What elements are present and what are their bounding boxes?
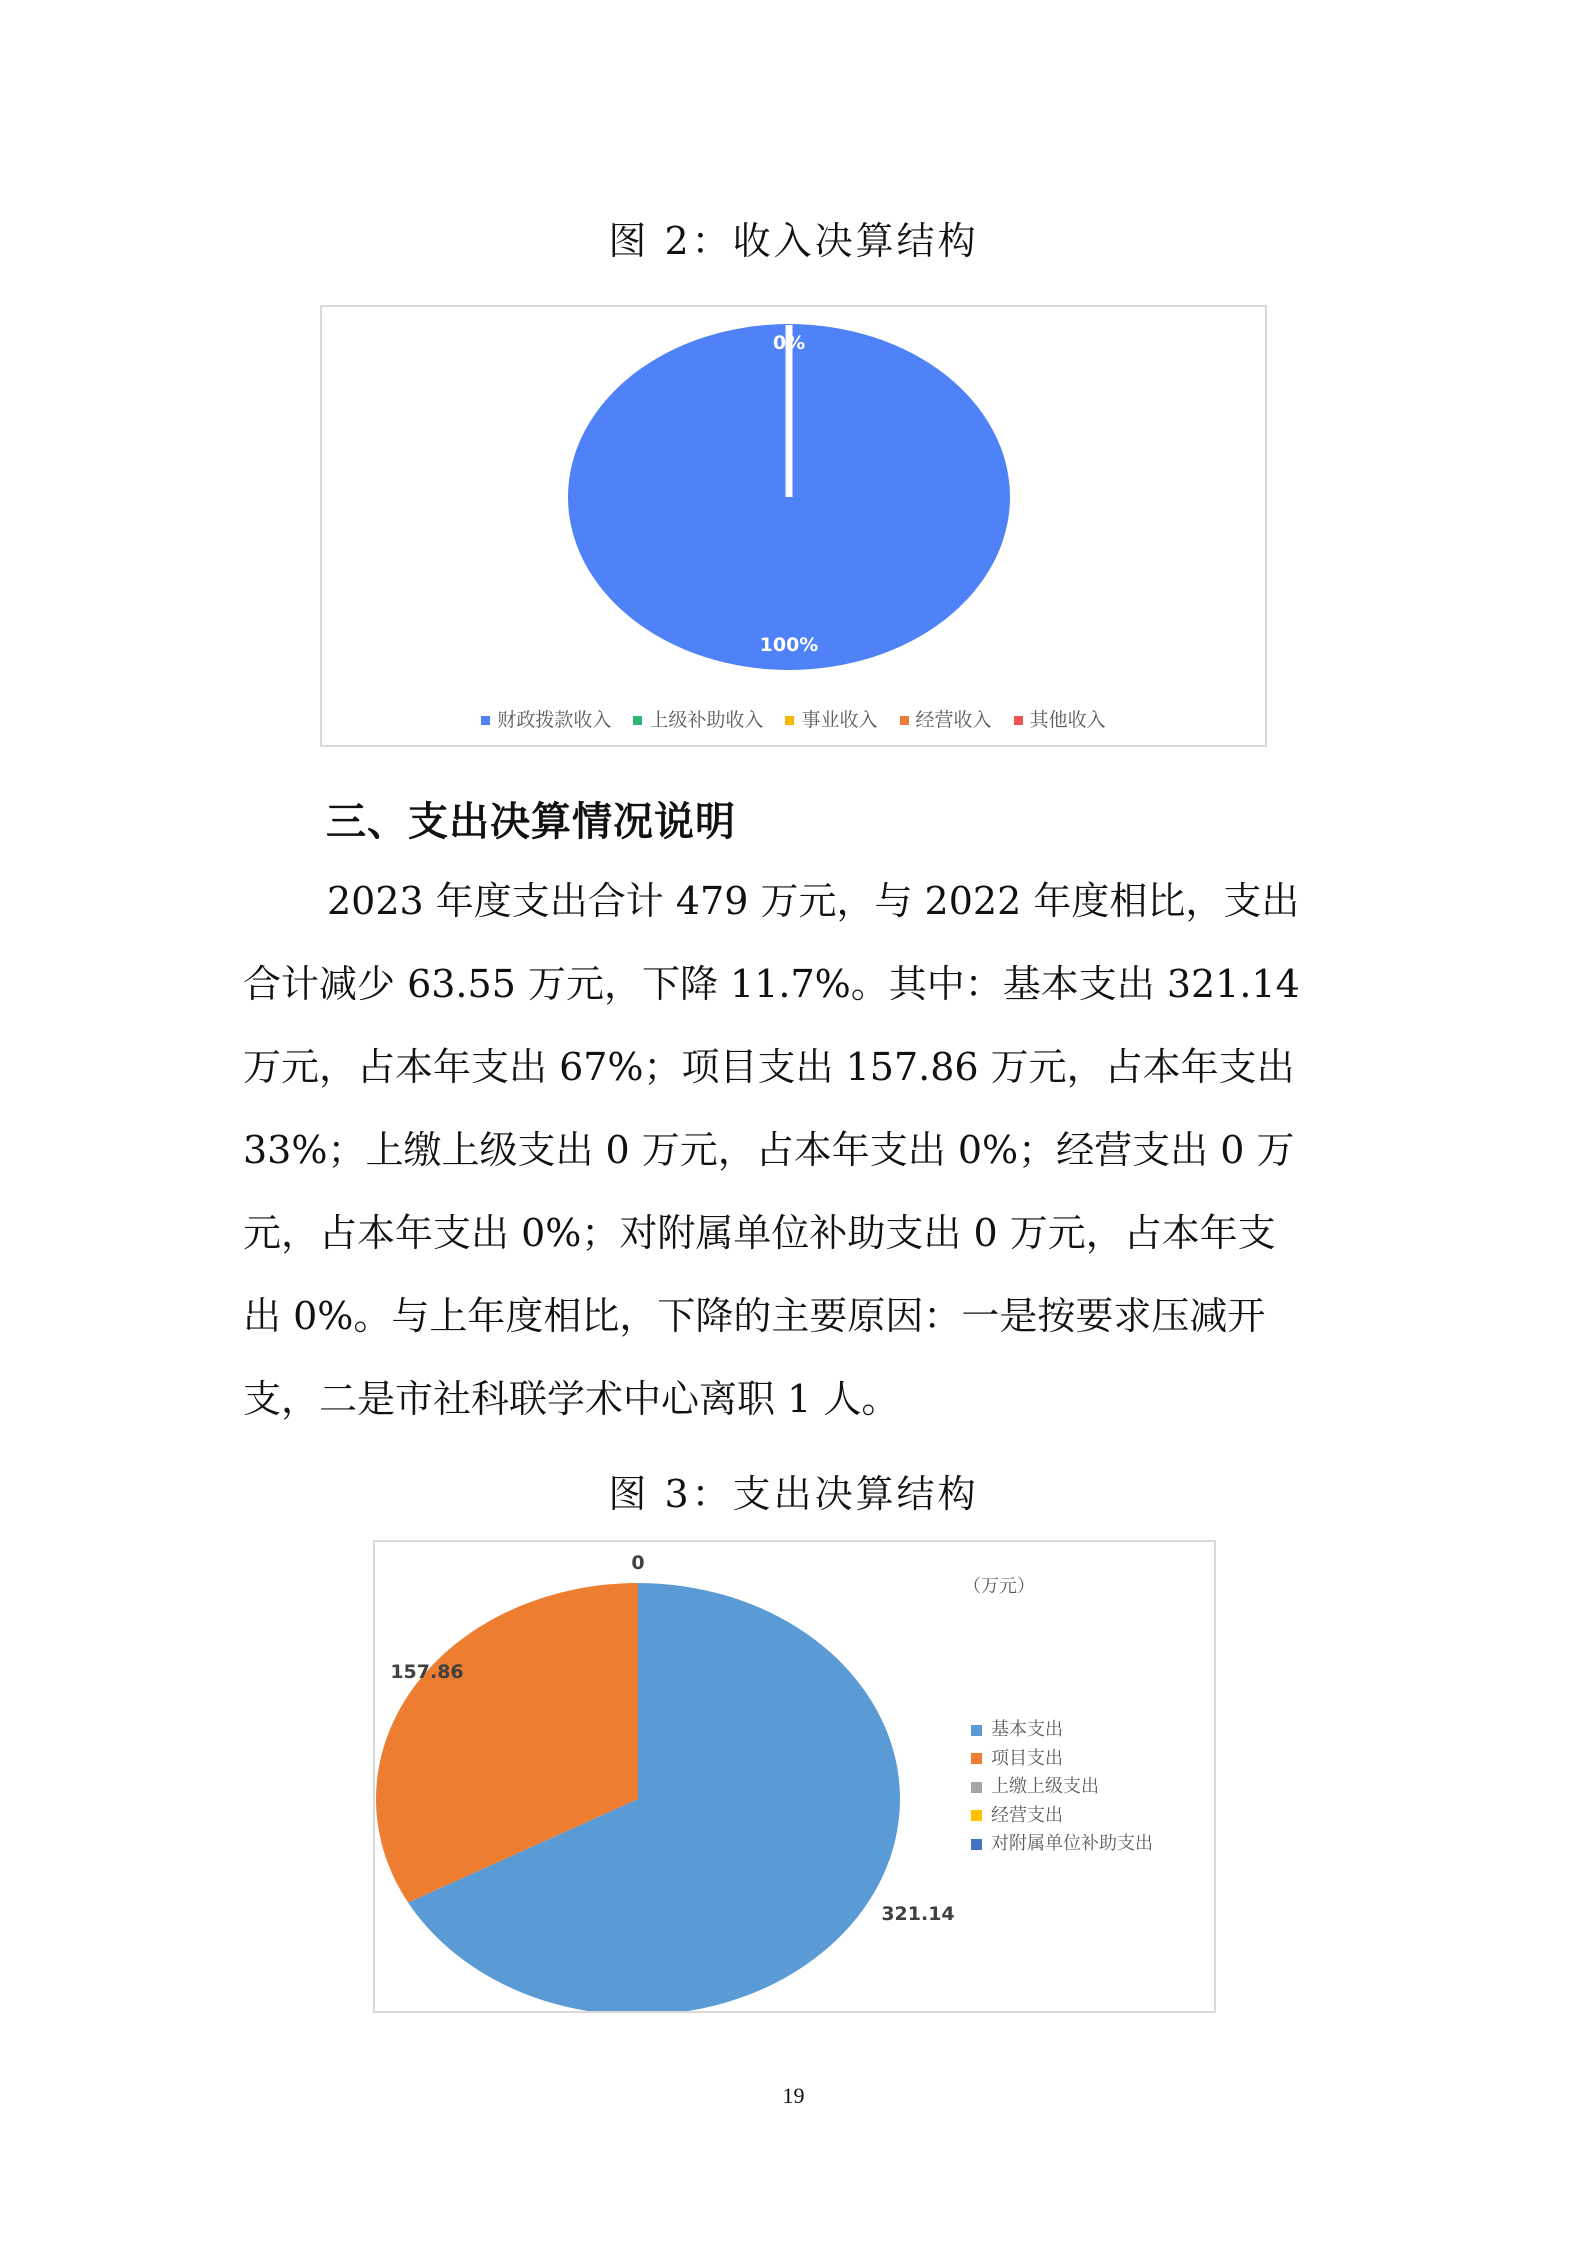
legend-item-operating [900, 705, 992, 732]
legend-swatch [971, 1839, 982, 1850]
paragraph-line: 合计减少 63.55 万元，下降 11.7%。其中：基本支出 321.14 [243, 962, 1300, 1006]
paragraph-line: 2023 年度支出合计 479 万元，与 2022 年度相比，支出 [327, 879, 1300, 923]
legend-label: 经营收入 [915, 709, 992, 731]
legend-label: 事业收入 [801, 709, 878, 731]
legend-item-fiscal [481, 705, 611, 732]
legend-label: 其他收入 [1029, 709, 1106, 731]
unit-label: （万元） [963, 1576, 1035, 1597]
legend-label: 财政拨款收入 [497, 709, 612, 731]
section-heading: 三、支出决算情况说明 [326, 799, 736, 845]
legend-item-project [971, 1744, 1153, 1773]
legend-label: 经营支出 [991, 1804, 1063, 1826]
income-pie-svg [322, 307, 1265, 745]
legend-label: 上缴上级支出 [991, 1776, 1099, 1797]
figure2-caption: 图 2：收入决算结构 [608, 219, 979, 263]
legend-swatch [971, 1725, 982, 1736]
legend-swatch [971, 1753, 982, 1764]
legend-swatch [633, 716, 642, 725]
legend-label: 项目支出 [991, 1747, 1063, 1769]
legend-swatch [900, 716, 909, 725]
data-label-basic: 321.14 [881, 1903, 955, 1925]
paragraph-line: 支，二是市社科联学术中心离职 1 人。 [243, 1377, 900, 1421]
legend-item-other [1014, 705, 1106, 732]
legend-swatch [971, 1782, 982, 1793]
legend-label: 对附属单位补助支出 [991, 1833, 1153, 1854]
expenditure-legend [971, 1715, 1153, 1858]
legend-swatch [481, 716, 490, 725]
data-label-zero: 0% [772, 332, 806, 354]
income-legend [322, 705, 1265, 732]
paragraph-line: 元，占本年支出 0%；对附属单位补助支出 0 万元，占本年支 [243, 1211, 1276, 1255]
page-number: 19 [782, 2083, 805, 2108]
legend-item-basic [971, 1715, 1153, 1744]
data-label-zero: 0 [631, 1552, 645, 1574]
paragraph-line: 出 0%。与上年度相比，下降的主要原因：一是按要求压减开 [243, 1294, 1266, 1338]
legend-swatch [785, 716, 794, 725]
legend-label: 基本支出 [991, 1719, 1063, 1740]
legend-swatch [1014, 716, 1023, 725]
legend-item-affiliate-subsidy [971, 1829, 1153, 1858]
legend-item-business [785, 705, 877, 732]
income-structure-chart [320, 305, 1267, 747]
paragraph-line: 33%；上缴上级支出 0 万元，占本年支出 0%；经营支出 0 万 [243, 1128, 1295, 1172]
legend-swatch [971, 1810, 982, 1821]
data-label-hundred: 100% [759, 634, 819, 656]
expenditure-structure-chart [373, 1540, 1216, 2013]
figure3-caption: 图 3：支出决算结构 [608, 1472, 979, 1516]
legend-item-superior-remit [971, 1772, 1153, 1801]
data-label-project: 157.86 [390, 1661, 464, 1683]
legend-item-operating [971, 1801, 1153, 1830]
legend-item-superior-subsidy [633, 705, 763, 732]
legend-label: 上级补助收入 [649, 709, 764, 731]
paragraph-line: 万元，占本年支出 67%；项目支出 157.86 万元，占本年支出 [243, 1045, 1295, 1089]
